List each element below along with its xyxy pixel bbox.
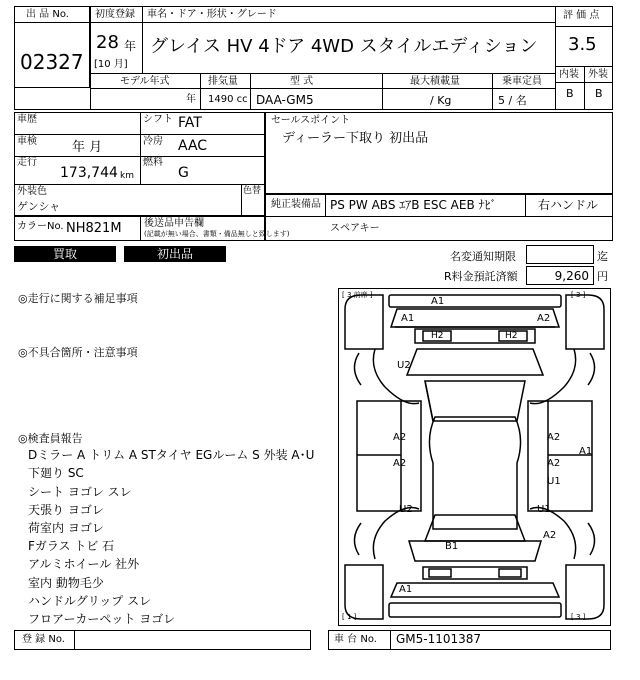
- report-line: ハンドルグリップ スレ: [28, 594, 152, 608]
- max-load-label: 最大積載量: [410, 76, 460, 87]
- exterior-grade: B: [595, 87, 603, 100]
- mark-front-left-wheel: U2: [397, 360, 411, 371]
- mark-trunk: B1: [445, 541, 459, 552]
- lot-number: 02327: [20, 50, 84, 74]
- inspection-value: 年 月: [72, 140, 103, 155]
- recycle-label: R料金預託済額: [444, 270, 518, 283]
- mark-right-rocker: U1: [547, 476, 561, 487]
- mark-headlight-right: H2: [505, 331, 518, 341]
- mark-rear-left-wheel: U2: [399, 504, 413, 515]
- car-outline: [339, 289, 610, 625]
- mark-left-rear-door: A2: [393, 458, 407, 469]
- model-year-unit: 年: [186, 94, 196, 105]
- fuel-label: 燃料: [143, 157, 163, 168]
- type-label: 型 式: [290, 76, 314, 87]
- name-change-label: 名変通知期限: [450, 250, 516, 263]
- report-line: 荷室内 ヨゴレ: [28, 521, 104, 535]
- report-line: Dミラー A トリム A STタイヤ EGルーム S 外装 A･U: [28, 448, 315, 462]
- corner-tl-label: [ 3 前席 ]: [342, 291, 373, 299]
- damage-diagram: [338, 288, 611, 626]
- mileage-unit: km: [120, 171, 134, 181]
- mark-right-side: A1: [579, 446, 593, 457]
- color-value: ゲンシャ: [17, 200, 61, 213]
- interior-grade: B: [566, 87, 574, 100]
- equipment-label: 純正装備品: [271, 199, 321, 210]
- docs-label: 後送品申告欄: [144, 218, 204, 229]
- mark-rear-bumper: A1: [399, 584, 413, 595]
- chassis-value: GM5-1101387: [396, 632, 482, 646]
- max-load-value: / Kg: [430, 94, 452, 107]
- first-reg-month: [10 月]: [94, 59, 128, 70]
- report-line: 天張り ヨゴレ: [28, 503, 104, 517]
- ac-label: 冷房: [143, 136, 163, 147]
- interior-label: 内装: [559, 69, 579, 80]
- shift-value: FAT: [178, 115, 202, 131]
- recycle-unit: 円: [597, 270, 608, 283]
- driving-notes-label: ◎走行に関する補足事項: [18, 292, 138, 305]
- chassis-label: 車 台 No.: [334, 634, 377, 645]
- first-reg-year: 28: [96, 32, 119, 53]
- buy-tag: 買取: [14, 246, 116, 262]
- report-line: 室内 動物毛少: [28, 576, 104, 590]
- report-line: フロアーカーペット ヨゴレ: [28, 612, 176, 626]
- corner-bl-label: [ 1 ]: [342, 613, 357, 621]
- color-label: 外装色: [17, 186, 47, 197]
- rating-label: 評 価 点: [563, 10, 600, 21]
- first-listing-tag: 初出品: [124, 246, 226, 262]
- shift-label: シフト: [143, 114, 173, 125]
- steering-side: 右ハンドル: [538, 198, 599, 212]
- recycle-box: [526, 266, 594, 285]
- sales-point-text: ディーラー下取り 初出品: [282, 131, 429, 146]
- mark-front-bumper: A1: [431, 296, 445, 307]
- lot-label: 出 品 No.: [26, 9, 69, 20]
- ac-value: AAC: [178, 138, 208, 154]
- docs-note: (記載が無い場合、書類・備品無しと致します): [144, 230, 290, 238]
- registration-label: 登 録 No.: [22, 634, 65, 645]
- displacement-value: 1490 cc: [208, 94, 248, 105]
- year-unit: 年: [124, 39, 137, 53]
- inspection-label: 車検: [17, 136, 37, 147]
- corner-br-label: [ 3 ]: [571, 613, 586, 621]
- model-year-label: モデル年式: [120, 76, 170, 87]
- sales-point-label: セールスポイント: [271, 115, 351, 126]
- mark-headlight-left: H2: [431, 331, 444, 341]
- equipment-items: PS PW ABS ｴｱB ESC AEB ﾅﾋﾞ: [330, 198, 497, 212]
- mileage-label: 走行: [17, 157, 37, 168]
- inspector-report-label: ◎検査員報告: [18, 432, 83, 445]
- mark-rear-right-fender: A2: [543, 530, 557, 541]
- type-value: DAA-GM5: [256, 93, 314, 107]
- capacity-label: 乗車定員: [502, 76, 542, 87]
- corner-tr-label: [ 3 ]: [571, 291, 586, 299]
- color-no-label: カラーNo.: [17, 221, 64, 232]
- name-change-box: [526, 245, 594, 264]
- defects-label: ◎不具合箇所・注意事項: [18, 346, 138, 359]
- capacity-value: 5 / 名: [498, 94, 527, 107]
- rating-value: 3.5: [568, 34, 597, 55]
- report-line: シート ヨゴレ スレ: [28, 485, 132, 499]
- mark-left-front-door: A2: [393, 432, 407, 443]
- mark-right-front-door: A2: [547, 432, 561, 443]
- color-no-value: NH821M: [66, 221, 122, 236]
- mark-rear-right-wheel: U1: [537, 504, 551, 515]
- report-line: アルミホイール 社外: [28, 557, 140, 571]
- mark-hood-right: A2: [537, 313, 551, 324]
- exterior-label: 外装: [588, 69, 608, 80]
- report-line: 下廻り SC: [28, 466, 84, 480]
- car-name: グレイス HV 4ドア 4WD スタイルエディション: [150, 36, 538, 57]
- car-name-label: 車名・ドア・形状・グレード: [147, 9, 277, 20]
- color-change-label: 色替: [243, 186, 262, 196]
- recycle-value: 9,260: [554, 269, 589, 283]
- fuel-value: G: [178, 165, 189, 181]
- mark-hood-left: A1: [401, 313, 415, 324]
- name-change-unit: 迄: [597, 250, 608, 263]
- mark-right-rear-door: A2: [547, 458, 561, 469]
- history-label: 車歴: [17, 114, 37, 125]
- first-reg-label: 初度登録: [95, 9, 135, 20]
- report-line: Fガラス トビ 石: [28, 539, 115, 553]
- mileage-value: 173,744: [60, 165, 118, 181]
- displacement-label: 排気量: [208, 76, 238, 87]
- equipment-extra: スペアキー: [330, 223, 380, 234]
